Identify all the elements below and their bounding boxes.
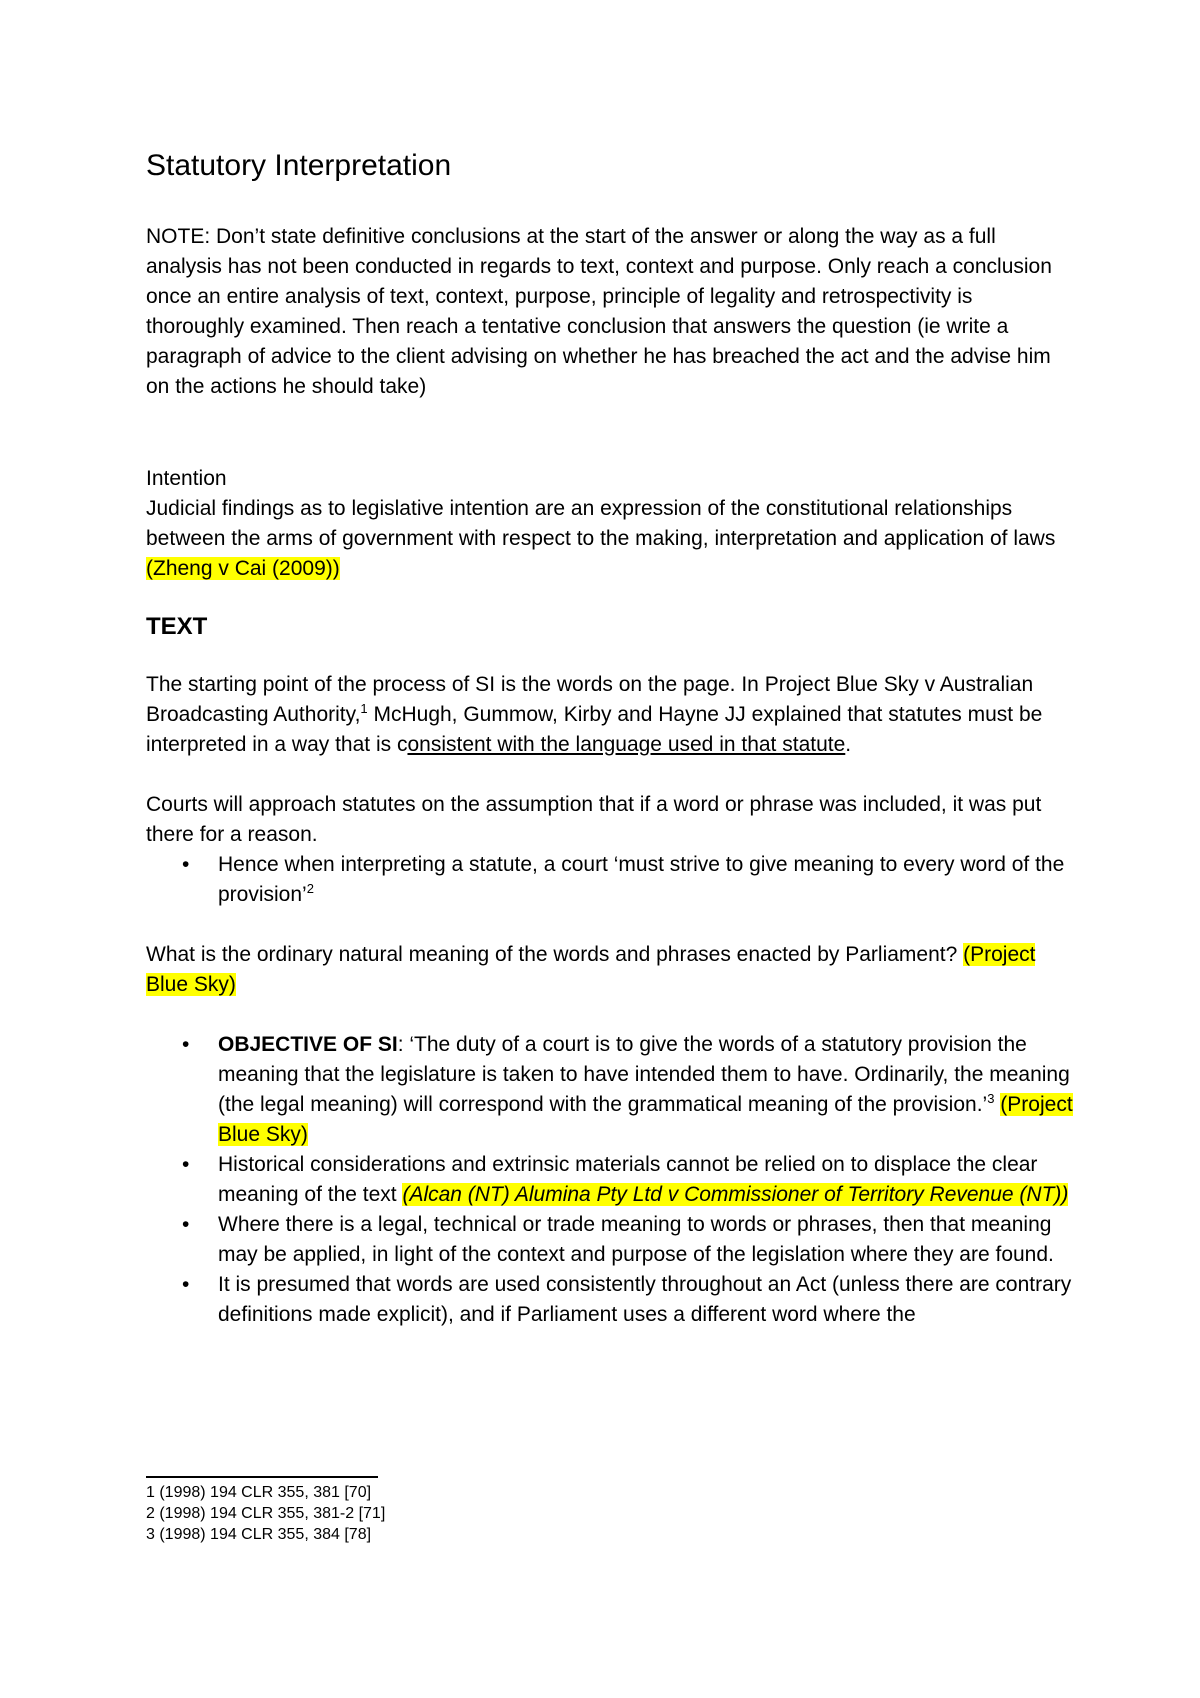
list-item — [146, 1030, 1076, 1150]
case-citation-alcan: (Alcan (NT) Alumina Pty Ltd v Commissioner of Territory Revenue (NT)) — [402, 1183, 1069, 1206]
text-paragraph-1 — [146, 670, 1076, 760]
document-body — [146, 146, 1076, 1330]
footnote-ref-1: 1 — [360, 701, 368, 716]
bullet-icon: • — [182, 853, 190, 876]
bullet-icon: • — [182, 1033, 190, 1056]
footnote-1: 1 (1998) 194 CLR 355, 381 [70] — [146, 1484, 372, 1501]
objective-label: OBJECTIVE OF SI — [218, 1033, 398, 1056]
text-paragraph-2: Courts will approach statutes on the assumption that if a word or phrase was included, it was put there for a reason. — [146, 793, 1042, 846]
bullet-list-2 — [146, 1030, 1076, 1330]
footnote-2: 2 (1998) 194 CLR 355, 381-2 [71] — [146, 1505, 386, 1522]
text-heading: TEXT — [146, 613, 208, 640]
text-p1-start: The starting point of the process of SI is the words on the page. In Project Blue Sky v Australian Broadcasting Authority, — [146, 673, 1034, 726]
underlined-phrase: onsistent with the language used in that statute — [407, 733, 846, 756]
bullet-text: Historical considerations and extrinsic materials cannot be relied on to displace the clear meaning of the text — [218, 1153, 1038, 1206]
case-citation-zheng: (Zheng v Cai (2009)) — [146, 557, 340, 580]
case-citation-blue-sky: (Project Blue Sky) — [146, 943, 1036, 996]
question-paragraph — [146, 940, 1076, 1000]
bullet-icon: • — [182, 1213, 190, 1236]
intention-paragraph — [146, 494, 1076, 584]
footnote-ref-2: 2 — [306, 881, 314, 896]
text-p1-end: . — [845, 733, 852, 756]
bullet-list-1 — [146, 850, 1076, 910]
text-p1-middle: McHugh, Gummow, Kirby and Hayne JJ explained that statutes must be interpreted in a way that is c — [146, 703, 1043, 756]
question-text: What is the ordinary natural meaning of the words and phrases enacted by Parliament? — [146, 943, 964, 966]
list-item — [146, 850, 1076, 910]
case-citation-blue-sky-2: (Project Blue Sky) — [218, 1093, 1073, 1146]
note-paragraph: NOTE: Don’t state definitive conclusions at the start of the answer or along the way as a full analysis has not been conducted in regards to text, context and purpose. Only reach a conclusion once an entire analysis of text, context, purpose, principle of legality and retrospectivity is thoroughly examined. Then reach a tentative conclusion that answers the question (ie write a paragraph of advice to the client advising on whether he has breached the act and the advise him on the actions he should take) — [146, 225, 1052, 398]
intention-text: Judicial findings as to legislative intention are an expression of the constitutional relationships between the arms of government with respect to the making, interpretation and application of laws — [146, 497, 1056, 550]
objective-text: : ‘The duty of a court is to give the words of a statutory provision the meaning that the legislature is taken to have intended them to have. Ordinarily, the meaning (the legal meaning) will correspond with the grammatical meaning of the provision.’ — [218, 1033, 1070, 1116]
footnote-ref-3: 3 — [987, 1091, 995, 1106]
intention-heading: Intention — [146, 467, 227, 490]
bullet-text: Where there is a legal, technical or trade meaning to words or phrases, then that meaning may be applied, in light of the context and purpose of the legislation where they are found. — [218, 1213, 1054, 1266]
list-item — [146, 1150, 1076, 1210]
footnote-divider — [146, 1476, 378, 1478]
footnotes — [146, 1476, 1046, 1545]
footnote-3: 3 (1998) 194 CLR 355, 384 [78] — [146, 1526, 372, 1543]
bullet-text: It is presumed that words are used consistently throughout an Act (unless there are contrary definitions made explicit), and if Parliament uses a different word where the — [218, 1273, 1072, 1326]
bullet-icon: • — [182, 1273, 190, 1296]
list-item — [146, 1210, 1076, 1270]
bullet-icon: • — [182, 1153, 190, 1176]
bullet-text: Hence when interpreting a statute, a court ‘must strive to give meaning to every word of the provision’ — [218, 853, 1065, 906]
document-title: Statutory Interpretation — [146, 149, 452, 182]
list-item — [146, 1270, 1076, 1330]
